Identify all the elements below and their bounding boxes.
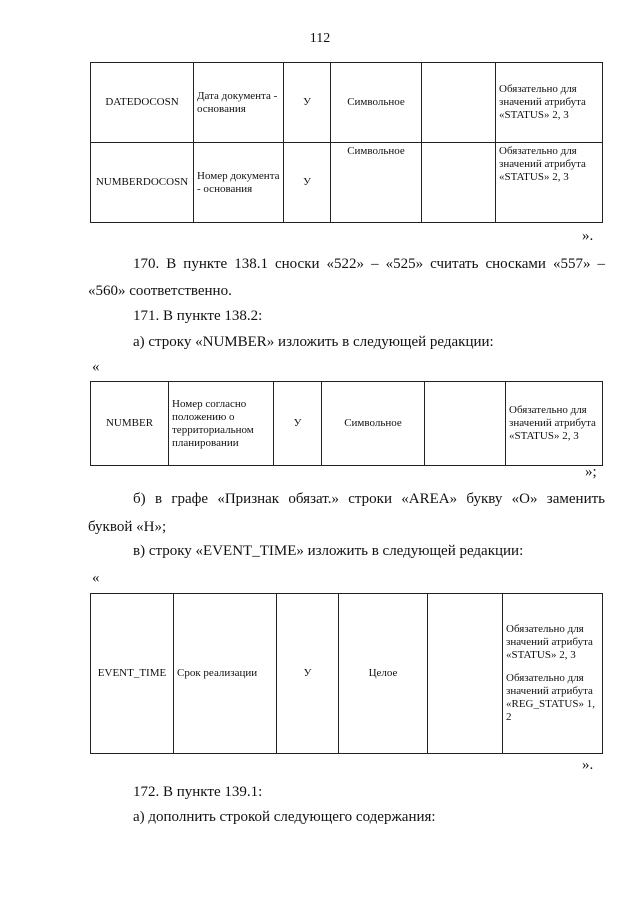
attribute-description: Номер документа - основания <box>194 143 284 223</box>
attribute-code: NUMBERDOCOSN <box>91 143 194 223</box>
attribute-table-3 <box>90 593 603 754</box>
attribute-note: Обязательно для значений атрибута «STATUS» 2, 3 <box>506 382 603 466</box>
open-quote: « <box>92 570 100 586</box>
attribute-note-status: Обязательно для значений атрибута «STATUS» 2, 3 <box>506 623 593 661</box>
page-number: 112 <box>309 31 331 46</box>
attribute-table-2 <box>90 381 603 466</box>
attribute-note-reg-status: Обязательно для значений атрибута «REG_STATUS» 1, 2 <box>506 672 595 723</box>
paragraph-172: 172. В пункте 139.1: <box>133 784 263 800</box>
paragraph-170-line2: «560» соответственно. <box>88 283 232 299</box>
paragraph-170-line1: 170. В пункте 138.1 сноски «522» – «525» считать сносками «557» – <box>133 256 605 272</box>
table-row <box>91 63 603 143</box>
requirement-flag: У <box>277 594 339 754</box>
attribute-code: DATEDOCOSN <box>91 63 194 143</box>
attribute-note: Обязательно для значений атрибута «STATUS» 2, 3 <box>496 63 603 143</box>
empty-cell <box>428 594 503 754</box>
attribute-note: Обязательно для значений атрибута «STATUS» 2, 3 <box>496 143 603 223</box>
requirement-flag: У <box>284 143 331 223</box>
paragraph-171c: в) строку «EVENT_TIME» изложить в следующей редакции: <box>133 543 524 559</box>
attribute-note <box>503 594 603 754</box>
attribute-type: Целое <box>339 594 428 754</box>
attribute-description: Номер согласно положению о территориальном планировании <box>169 382 274 466</box>
open-quote: « <box>92 359 100 375</box>
table-2-closing-quote: »; <box>585 464 597 480</box>
table-3-closing-quote: ». <box>582 757 594 773</box>
attribute-code: EVENT_TIME <box>91 594 174 754</box>
table-row <box>91 382 603 466</box>
paragraph-171a: а) строку «NUMBER» изложить в следующей редакции: <box>133 334 494 350</box>
attribute-type: Символьное <box>331 63 422 143</box>
empty-cell <box>422 143 496 223</box>
requirement-flag: У <box>284 63 331 143</box>
attribute-description: Дата документа - основания <box>194 63 284 143</box>
paragraph-171: 171. В пункте 138.2: <box>133 308 263 324</box>
paragraph-171b-line1: б) в графе «Признак обязат.» строки «AREA» букву «О» заменить <box>133 491 605 507</box>
attribute-code: NUMBER <box>91 382 169 466</box>
paragraph-171b-line2: буквой «Н»; <box>88 519 167 535</box>
empty-cell <box>422 63 496 143</box>
attribute-description: Срок реализации <box>174 594 277 754</box>
requirement-flag: У <box>274 382 322 466</box>
table-row <box>91 143 603 223</box>
attribute-type: Символьное <box>322 382 425 466</box>
empty-cell <box>425 382 506 466</box>
attribute-table-1 <box>90 62 603 223</box>
table-1-closing-quote: ». <box>582 228 594 244</box>
paragraph-172a: а) дополнить строкой следующего содержания: <box>133 809 436 825</box>
table-row <box>91 594 603 754</box>
attribute-type: Символьное <box>331 143 422 223</box>
